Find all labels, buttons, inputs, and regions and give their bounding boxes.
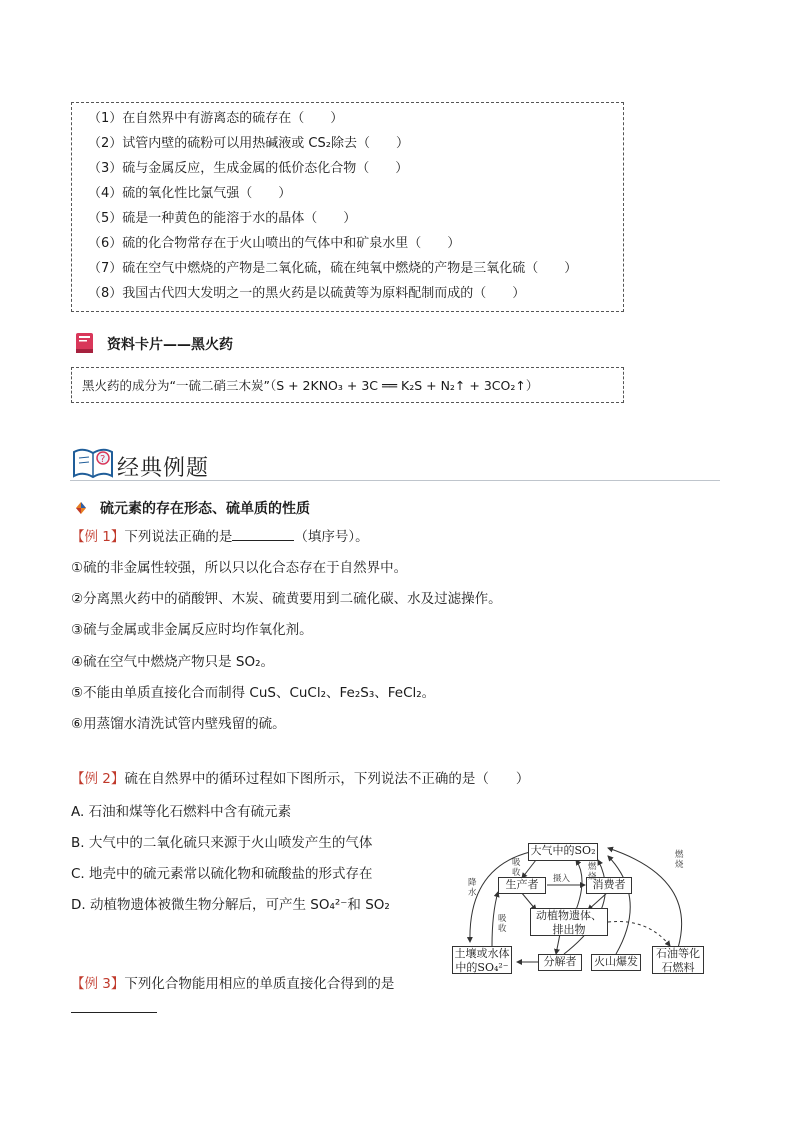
notebook-icon [71, 444, 115, 480]
answer-blank [232, 528, 294, 541]
tf-item-8: （8）我国古代四大发明之一的黑火药是以硫黄等为原料配制而成的（ ） [88, 286, 526, 301]
tf-item-1: （1）在自然界中有游离态的硫存在（ ） [88, 111, 344, 126]
soil-box: 土壤或水体中的SO₄²⁻ [452, 946, 512, 974]
example2-question [71, 767, 529, 787]
tf-item-4: （4）硫的氧化性比氯气强（ ） [88, 186, 292, 201]
book-icon [75, 332, 95, 354]
tf-item-5: （5）硫是一种黄色的能溶于水的晶体（ ） [88, 211, 357, 226]
svg-text:?: ? [100, 454, 106, 465]
example3-question-text: 下列化合物能用相应的单质直接化合得到的是 [124, 976, 395, 992]
tf-item-7: （7）硫在空气中燃烧的产物是二氧化硫，硫在纯氧中燃烧的产物是三氧化硫（ ） [88, 261, 578, 276]
tf-item-2: （2）试管内壁的硫粉可以用热碱液或 CS₂除去（ ） [88, 136, 409, 151]
card-text: 黑火药的成分为“一硫二硝三木炭”（S + 2KNO₃ + 3C ══ K₂S + N₂↑ + 3CO₂↑） [82, 378, 539, 393]
label-burn-mid: 燃烧 [588, 862, 597, 882]
example1-item-5: ⑤不能由单质直接化合而制得 CuS、CuCl₂、Fe₂S₃、FeCl₂。 [71, 685, 436, 701]
tf-item-6: （6）硫的化合物常存在于火山喷出的气体中和矿泉水里（ ） [88, 236, 461, 251]
label-burn-right: 燃烧 [675, 850, 684, 870]
card-title: 资料卡片——黑火药 [107, 337, 233, 353]
remains-box: 动植物遗体、排出物 [530, 908, 608, 936]
example1-item-4: ④硫在空气中燃烧产物只是 SO₂。 [71, 654, 275, 670]
atmosphere-box: 大气中的SO₂ [528, 843, 598, 861]
section-title: 经典例题 [117, 456, 210, 481]
example3-answer-blank [71, 1012, 157, 1013]
example2-option-b: B. 大气中的二氧化硫只来源于火山喷发产生的气体 [71, 835, 373, 851]
label-absorb-top: 吸收 [512, 858, 521, 878]
bullet-icon [74, 500, 88, 514]
consumer-box: 消费者 [586, 877, 632, 894]
example2-tag: 【例 2】 [71, 771, 125, 787]
example1-question-suffix: （填序号）。 [294, 529, 369, 545]
example2-question-text: 硫在自然界中的循环过程如下图所示，下列说法不正确的是（ ） [124, 771, 530, 787]
true-false-box [71, 102, 624, 312]
section-rule [70, 480, 720, 481]
example2-option-d: D. 动植物遗体被微生物分解后，可产生 SO₄²⁻和 SO₂ [71, 897, 390, 913]
example1-item-2: ②分离黑火药中的硝酸钾、木炭、硫黄要用到二硫化碳、水及过滤操作。 [71, 591, 502, 607]
fossil-box: 石油等化石燃料 [652, 946, 704, 974]
example1-tag: 【例 1】 [71, 529, 125, 545]
example3-tag: 【例 3】 [71, 976, 125, 992]
sulfur-cycle-diagram [448, 838, 713, 978]
label-rain: 降水 [468, 878, 477, 898]
example1-item-3: ③硫与金属或非金属反应时均作氧化剂。 [71, 622, 313, 638]
example3-question [71, 972, 394, 992]
label-absorb-left: 吸收 [498, 914, 507, 934]
decomposer-box: 分解者 [538, 954, 582, 971]
example1-question [71, 525, 369, 545]
example2-option-a: A. 石油和煤等化石燃料中含有硫元素 [71, 804, 292, 820]
tf-item-3: （3）硫与金属反应，生成金属的低价态化合物（ ） [88, 161, 409, 176]
example1-item-1: ①硫的非金属性较强，所以只以化合态存在于自然界中。 [71, 560, 408, 576]
example1-item-6: ⑥用蒸馏水清洗试管内壁残留的硫。 [71, 716, 286, 732]
subsection-title: 硫元素的存在形态、硫单质的性质 [100, 501, 310, 517]
example1-question-text: 下列说法正确的是 [124, 529, 233, 545]
volcano-box: 火山爆发 [591, 954, 641, 971]
label-ingest: 摄入 [553, 874, 571, 884]
example2-option-c: C. 地壳中的硫元素常以硫化物和硫酸盐的形式存在 [71, 866, 373, 882]
producer-box: 生产者 [498, 877, 546, 894]
